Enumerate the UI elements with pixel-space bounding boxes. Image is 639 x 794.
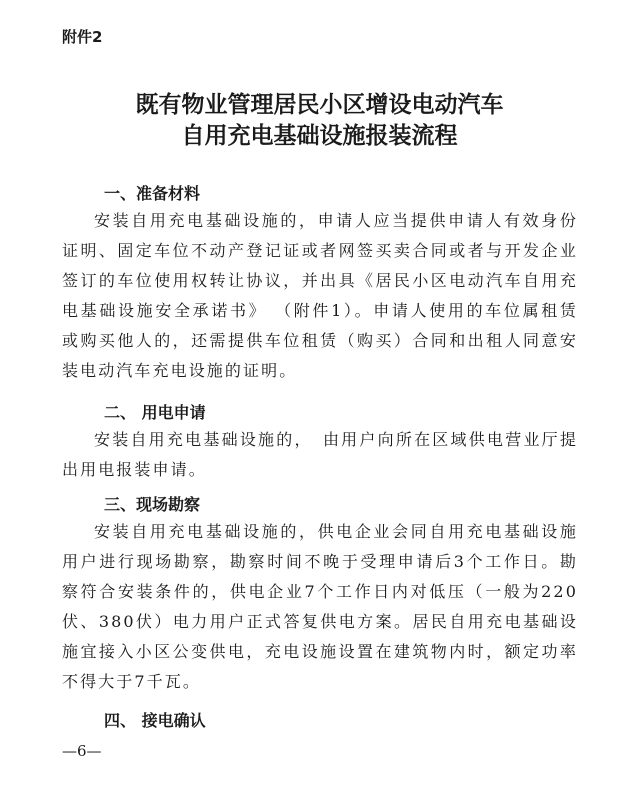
section-heading-survey: 三、现场勘察 [104, 495, 201, 514]
section-body-application: 安装自用充电基础设施的， 由用户向所在区域供电营业厅提出用电报装申请。 [62, 430, 578, 479]
page-number: —6— [62, 742, 102, 760]
document-title-line-1: 既有物业管理居民小区增设电动汽车 [135, 92, 504, 118]
section-body-materials: 安装自用充电基础设施的，申请人应当提供申请人有效身份证明、固定车位不动产登记证或者网签买卖合同或者与开发企业签订的车位使用权转让协议，并出具《居民小区电动汽车自用充电基础设施安全承诺书》 （附件1）。申请人使用的车位属租赁或购买他人的，还需提供车位租赁（购买）合同和出租人同意安装电动汽车充电设施的证明。 [62, 211, 578, 380]
section-heading-application: 二、 用电申请 [104, 403, 206, 422]
section-body-survey: 安装自用充电基础设施的，供电企业会同自用充电基础设施用户进行现场勘察，勘察时间不晚于受理申请后3个工作日。勘察符合安装条件的，供电企业7个工作日内对低压（一般为220伏、380伏）电力用户正式答复供电方案。居民自用充电基础设施宜接入小区公变供电，充电设施设置在建筑物内时，额定功率不得大于7千瓦。 [62, 522, 578, 691]
attachment-label: 附件2 [62, 28, 103, 46]
section-heading-materials: 一、准备材料 [104, 184, 201, 203]
section-heading-connection: 四、 接电确认 [104, 711, 206, 730]
document-title-line-2: 自用充电基础设施报装流程 [181, 123, 458, 149]
